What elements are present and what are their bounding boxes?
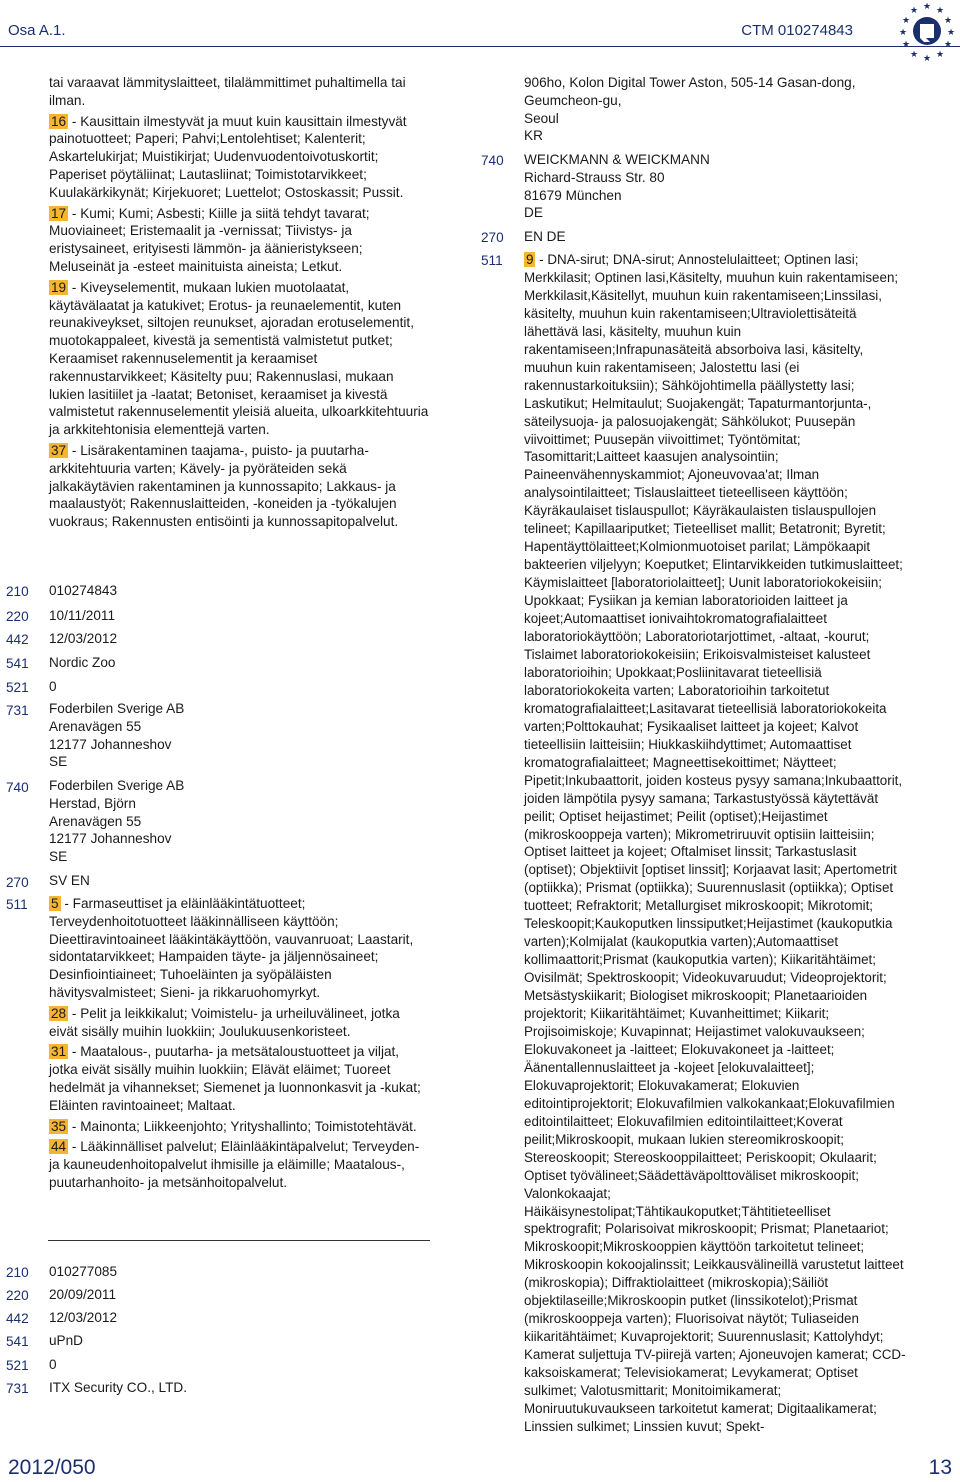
class-35-item: 35 - Mainonta; Liikkeenjohto; Yrityshallinto; Toimistotehtävät. <box>51 1118 417 1134</box>
field-731-value: ITX Security CO., LTD. <box>49 1380 187 1395</box>
field-code: 511 <box>481 253 503 268</box>
svg-text:★: ★ <box>935 50 945 60</box>
field-511-classes <box>524 251 908 1439</box>
class-17-number: 17 <box>51 205 67 221</box>
class-19-number: 19 <box>51 279 67 295</box>
footer-page-number: 13 <box>928 1456 952 1479</box>
svg-text:★: ★ <box>922 2 932 12</box>
svg-text:★: ★ <box>935 6 945 16</box>
field-270-value: EN DE <box>524 229 566 244</box>
svg-text:★: ★ <box>946 28 956 38</box>
field-code: 220 <box>6 1288 29 1303</box>
header-ctm-number: CTM 010274843 <box>741 22 853 39</box>
class-16-number: 16 <box>51 113 67 129</box>
field-740-value: WEICKMANN & WEICKMANN Richard-Strauss Str. 80 81679 München DE <box>524 152 710 221</box>
field-541-value: uPnD <box>49 1333 84 1348</box>
footer-issue: 2012/050 <box>8 1456 96 1479</box>
svg-text:★: ★ <box>943 40 953 50</box>
field-220-value: 20/09/2011 <box>49 1287 117 1302</box>
field-511-classes <box>49 895 431 1195</box>
field-521-value: 0 <box>49 1357 57 1372</box>
class-5-item: 5 - Farmaseuttiset ja eläinlääkintätuotteet; Terveydenhoitotuotteet lääkinnälliseen käyttöön; Dieettiravintoaineet lääkintäkäyttöön, vauvanruoat; Laastarit, sidontatarvikkeet; Hampaiden täyte- ja jäljennösaineet; Desinfiointiaineet; Tuhoeläinten ja syöpäläisten hävitysvalmisteet; Sieni- ja rikkaruohomyrkyt. <box>49 896 414 1000</box>
field-code: 442 <box>6 1311 29 1326</box>
entry-separator <box>48 1240 430 1241</box>
goods-continuation: tai varaavat lämmityslaitteet, tilalämmittimet puhaltimella tai ilman. <box>49 75 406 108</box>
field-code: 541 <box>6 1334 29 1349</box>
class-9-number: 9 <box>526 252 534 267</box>
field-code: 731 <box>6 1381 29 1396</box>
class-37-number: 37 <box>51 442 67 458</box>
class-9-item: 9 - DNA-sirut; DNA-sirut; Annostelulaitteet; Optinen lasi; Merkkilasit; Optinen lasi,Käsitelty, muuhun kuin rakentamiseen; Merkkilasit,Käsitellyt, muuhun kuin rakentamiseen;Linssilasi, käsitelty, muuhun kuin rakentamiseen;Ultraviolettisäteitä lähettävä lasi, käsitelty, muuhun kuin rakentamiseen;Infrapunasäteitä absorboiva lasi, käsitelty, muuhun kuin rakentamiseen; Jalostettu lasi (ei rakennustarkoituksiin); Sähköjohtimella päällystetty lasi; Laskutikut; Helmitaulut; Suojakengät; Tapaturmantorjunta-, säteilysuoja- ja palosuojakengät; Sähkölukot; Puusepän viivoittimet; Puusepän viivoittimet; Työntömitat; Tasomittarit;Laitteet kaasujen analysointiin; Paineenvähennyskammiot; Ajoneuvovaa'at; Ilman analysointilaitteet; Tislauslaitteet tieteelliseen käyttöön; Käyräkaulaiset tislauspullot; Käyräkaulaisten tislauspullojen telineet; Kapillaariputket; Tieteelliset mallit; Betatronit; Byretit; Hapentäyttölaitteet;Kolmionmuotoiset parilat; Lämpökaapit bakteerien viljelyyn; Koeputket; Elintarvikkeiden tutkimuslaitteet; Käymislaitteet [laboratoriolaitteet]; Uunit laboratoriokokeisiin; Upokkaat; Fysiikan ja kemian laboratorioiden laitteet ja kojeet;Automaattiset ionivaihtokromatografialaitteet laboratoriokäyttöön; Laboratoriotarjottimet, -altaat, -kourut; Tislaimet laboratoriokokeisiin; Erikoisvalmisteiset kalusteet laboratorioihin; Upokkaat;Posliinitavarat tieteellisiä laboratoriokokeita varten; Laboratorioihin tarkoitetut kromatografialaitteet;Lasitavarat tieteellisiä laboratoriokokeita varten;Polttokauhat; Fysikaaliset laitteet ja kojeet; Kalvot tieteellisiin laitteisiin; Hiukkaskiihdyttimet; Automaattiset kromatografialaitteet; Magneettisekoittimet; Näytteet; Pipetit;Inkubaattorit, joiden kosteus pysyy samana;Inkubaattorit, joiden lämpötila pysyy samana; Tarkastustyössä käytettävät peilit; Optiset heijastimet; Peilit (optiset);Heijastimet (mikroskooppeja varten); Mikrometriruuvit optisiin laitteisiin; Optiset laitteet ja kojeet; Oftalmiset linssit; Tarkastuslasit (optiset); Objektiivit [optiset linssit]; Korjaavat lasit; Apertometrit (optiikka); Prismat (optiikka); Suurennuslasit (optiikka); Optiset tuotteet; Refraktorit; Metallurgiset mikroskoopit; Mikrotomit; Teleskoopit;Kaukoputken linssiputket;Heijastimet (kaukoputkia varten);Kolmijalat (kaukoputkia varten);Automaattiset kollimaattorit;Prismat (kaukoputkia varten); Kiikaritähtäimet; Ovisilmät; Spektroskoopit; Videokuvaruudut; Videoprojektorit; Metsästyskiikarit; Biologiset mikroskoopit; Planetaarioiden projektorit; Kiikaritähtäimet; Kuvanheittimet; Kiikarit; Projisoimiskoje; Kuvapinnat; Heijastimet valokuvaukseen; Elokuvakoneet ja -laitteet; Elokuvakoneet ja -laitteet; Äänentallennuslaitteet ja -kojeet [elokuvalaitteet]; Elokuvaprojektorit; Elokuvakamerat; Elokuvien editointiprojektorit; Elokuvafilmien valkokankaat;Elokuvafilmien editointilaitteet; Elokuvafilmien editointilaitteet;Koverat peilit;Mikroskoopit, mukaan lukien stereomikroskoopit; Stereoskoopit; Stereoskooppilaitteet; Periskoopit; Okulaarit; Optiset työvälineet;Säädettäväpolttoväliset mikroskoopit; Valonkokaajat; Häikäisynestolipat;Tähtikaukoputket;Tähtitieteelliset spektrografit; Polarisoivat mikroskoopit; Prismat; Planetaariot; Mikroskoopit;Mikroskooppien käyttöön tarkoitetut telineet; Mikroskoopin kokoojalinssit; Leikkausvälineillä varustetut laitteet (mikroskopia); Diffraktiolaitteet (mikroskopia);Säiliöt objektilaseille;Mikroskoopin putket (linssikotelot);Prismat (mikroskooppeja varten); Fluorisoivat näytöt; Tuliaseiden kiikaritähtäimet; Kuvaprojektorit; Suurennuslasit; Kattolyhdyt; Kamerat suljettuja TV-piirejä varten; Ajoneuvojen kamerat; CCD-kaksoiskamerat; Televisiokamerat; Levykamerat; Optiset sulkimet; Valotusmittarit; Monitoimikamerat; Moniruutukuvaukseen tarkoitetut kamerat; Digitaalikamerat; Linssien sulkimet; Linssien kuvut; Spekt- <box>524 252 906 1434</box>
field-code: 270 <box>481 230 504 245</box>
field-code: 220 <box>6 609 29 624</box>
field-code: 442 <box>6 632 29 647</box>
svg-text:★: ★ <box>922 54 932 62</box>
field-code: 541 <box>6 656 29 671</box>
field-220-value: 10/11/2011 <box>49 608 116 623</box>
field-740-value: Foderbilen Sverige AB Herstad, Björn Arenavägen 55 12177 Johanneshov SE <box>49 778 185 865</box>
field-442-value: 12/03/2012 <box>49 631 118 646</box>
class-28-number: 28 <box>51 1005 67 1021</box>
field-442-value: 12/03/2012 <box>49 1310 118 1325</box>
svg-text:★: ★ <box>898 28 908 38</box>
field-code: 210 <box>6 1265 29 1280</box>
class-17-item: 17 - Kumi; Kumi; Asbesti; Kiille ja siitä tehdyt tavarat; Muoviaineet; Eristemaalit ja -vernissat; Tiivistys- ja eristysaineet, erityisesti lämmön- ja äänieristykseen; Meluseinät ja -esteet mainituista aineista; Letkut. <box>49 205 370 274</box>
applicant-address: 906ho, Kolon Digital Tower Aston, 505-14 Gasan-dong, Geumcheon-gu, Seoul KR <box>524 75 856 144</box>
prev-entry-goods <box>49 74 431 534</box>
field-210-value: 010277085 <box>49 1264 118 1279</box>
field-code: 511 <box>6 897 28 912</box>
field-code: 731 <box>6 703 29 718</box>
class-37-item: 37 - Lisärakentaminen taajama-, puisto- ja puutarha-arkkitehtuuria varten; Kävely- ja pyöräteiden sekä jalkakäytävien rakentaminen ja kunnossapito; Lakkaus- ja maalaustyöt; Rakennuslaitteiden, -koneiden ja -työkalujen vuokraus; Rakennusten entisöinti ja kunnossapitopalvelut. <box>49 442 399 530</box>
field-521-value: 0 <box>49 679 57 694</box>
class-31-item: 31 - Maatalous-, puutarha- ja metsätaloustuotteet ja viljat, jotka eivät sisälly muihin luokkiin; Elävät eläimet; Tuoreet hedelmät ja vihannekset; Siemenet ja luonnonkasvit ja -kukat; Eläinten ravintoaineet; Maltaat. <box>49 1044 421 1113</box>
field-code: 210 <box>6 584 29 599</box>
class-31-number: 31 <box>51 1044 67 1060</box>
field-210-value: 010274843 <box>49 583 118 598</box>
header-part-label: Osa A.1. <box>8 22 66 39</box>
svg-text:★: ★ <box>901 16 911 26</box>
field-code: 740 <box>6 780 29 795</box>
field-code: 740 <box>481 153 504 168</box>
svg-text:★: ★ <box>909 50 919 60</box>
field-code: 521 <box>6 1358 29 1373</box>
field-731-value: Foderbilen Sverige AB Arenavägen 55 12177 Johanneshov SE <box>49 701 185 770</box>
class-35-number: 35 <box>51 1118 67 1134</box>
header-rule <box>0 46 960 47</box>
svg-text:★: ★ <box>943 16 953 26</box>
field-code: 521 <box>6 680 29 695</box>
class-44-number: 44 <box>51 1139 67 1155</box>
class-19-item: 19 - Kiveyselementit, mukaan lukien muotolaatat, käytävälaatat ja katukivet; Erotus- ja reunaelementit, kuten reunakiveykset, siltojen reunukset, ajoradan erotuselementit, muotokappaleet, kivestä ja sementistä valmistetut putket; Keraamiset rakennuselementit ja keraamiset rakennustarvikkeet; Käsitelty puu; Rakennuslasi, mukaan lukien lasitiilet ja -laatat; Betoniset, keraamiset ja kivestä valmistetut rakennuselementit yleisiä alueita, ulkoarkkitehtuuria ja arkkitehtonisia elementtejä varten. <box>49 279 429 438</box>
field-270-value: SV EN <box>49 873 90 888</box>
field-541-value: Nordic Zoo <box>49 655 116 670</box>
class-16-item: 16 - Kausittain ilmestyvät ja muut kuin kausittain ilmestyvät painotuotteet; Paperi; Pahvi;Lentolehtiset; Kalenterit; Askartelukirjat; Muistikirjat; Uudenvuodentoivotuskortit; Paperiset pöytäliinat; Lautasliinat; Toimistotarvikkeet; Kuulakärkikynät; Kirjekuoret; Luettelot; Ostoskassit; Pussit. <box>49 113 407 200</box>
class-28-item: 28 - Pelit ja leikkikalut; Voimistelu- ja urheiluvälineet, jotka eivät sisälly muihin luokkiin; Joulukuusenkoristeet. <box>49 1005 400 1039</box>
svg-text:★: ★ <box>901 40 911 50</box>
field-code: 270 <box>6 875 29 890</box>
ohim-logo-icon <box>896 0 958 62</box>
svg-text:★: ★ <box>909 6 919 16</box>
class-5-number: 5 <box>51 896 59 911</box>
class-44-item: 44 - Lääkinnälliset palvelut; Eläinlääkintäpalvelut; Terveyden- ja kauneudenhoitopalvelut ihmisille ja eläimille; Maatalous-, puutarhanhoito- ja metsänhoitopalvelut. <box>49 1139 420 1190</box>
